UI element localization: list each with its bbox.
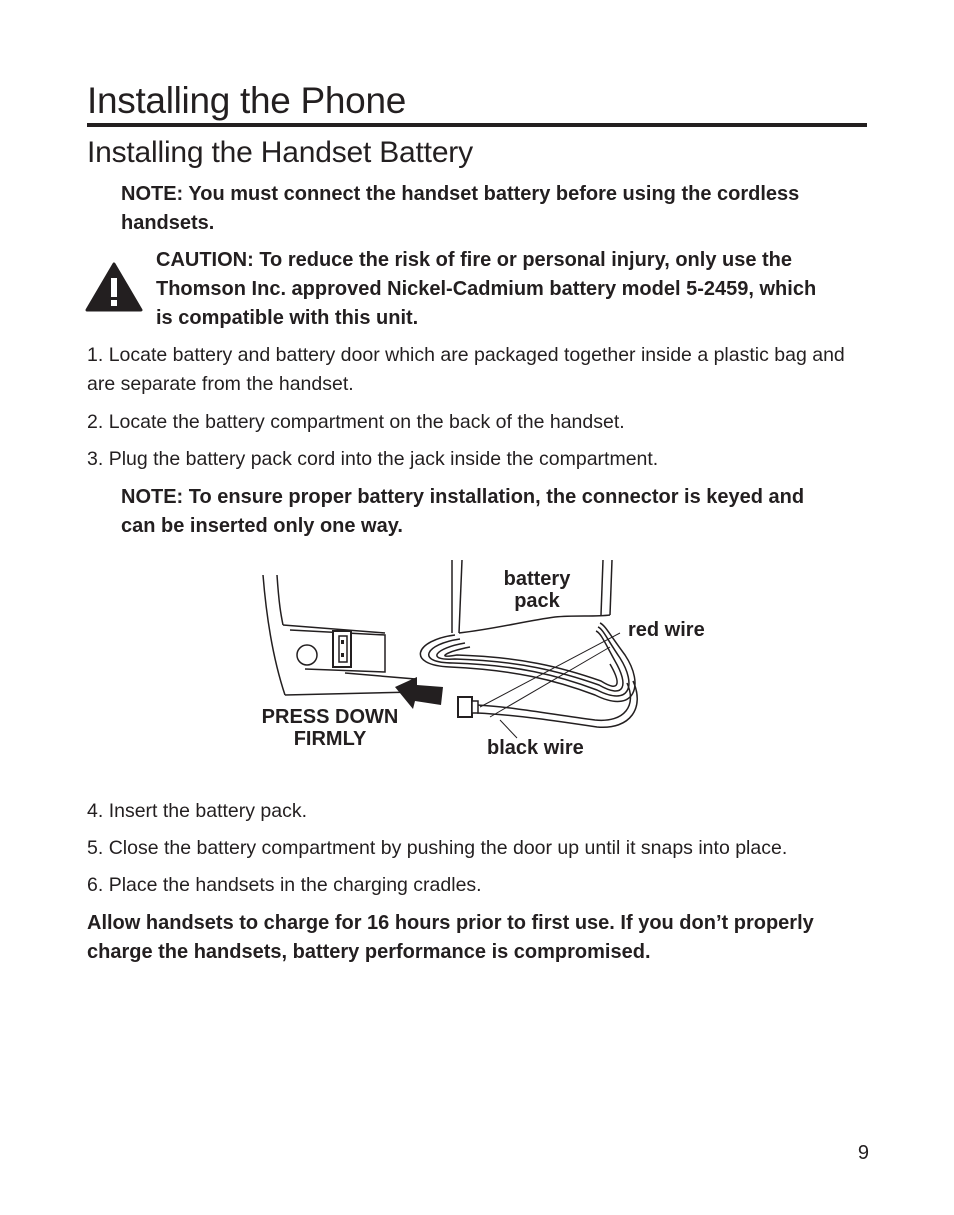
step-5 bbox=[87, 834, 867, 863]
title-rule bbox=[87, 123, 867, 127]
step-number: 2. bbox=[87, 411, 104, 433]
battery-installation-figure bbox=[255, 555, 725, 770]
battery-pack-label: battery pack bbox=[503, 568, 571, 612]
step-1 bbox=[87, 341, 867, 399]
charging-instruction: Allow handsets to charge for 16 hours prior to first use. If you don’t properly charge the handsets, battery performance is compromised. bbox=[87, 912, 814, 963]
warning-triangle-icon bbox=[85, 262, 143, 312]
note-connect-battery: NOTE: You must connect the handset battery before using the cordless handsets. bbox=[121, 183, 800, 234]
step-number: 6. bbox=[87, 874, 104, 896]
note-connector-keyed: NOTE: To ensure proper battery installation, the connector is keyed and can be inserted only one way. bbox=[121, 486, 805, 537]
step-4 bbox=[87, 797, 867, 826]
step-2 bbox=[87, 408, 867, 437]
red-wire-label: red wire bbox=[628, 619, 705, 641]
step-number: 1. bbox=[87, 344, 104, 366]
step-text: Insert the battery pack. bbox=[108, 800, 308, 822]
caution-text: CAUTION: To reduce the risk of fire or personal injury, only use the Thomson Inc. approved Nickel-Cadmium battery model 5-2459, which is compatible with this unit. bbox=[156, 249, 817, 329]
step-text: Place the handsets in the charging cradles. bbox=[108, 874, 482, 896]
step-text: Plug the battery pack cord into the jack inside the compartment. bbox=[108, 448, 659, 470]
step-number: 4. bbox=[87, 800, 104, 822]
page-number: 9 bbox=[857, 1142, 869, 1164]
step-text: Locate the battery compartment on the back of the handset. bbox=[108, 411, 625, 433]
step-number: 5. bbox=[87, 837, 104, 859]
step-3 bbox=[87, 445, 867, 474]
step-number: 3. bbox=[87, 448, 104, 470]
step-text: Locate battery and battery door which are packaged together inside a plastic bag and are separate from the handset. bbox=[87, 344, 845, 395]
step-text: Close the battery compartment by pushing the door up until it snaps into place. bbox=[108, 837, 788, 859]
black-wire-label: black wire bbox=[487, 737, 584, 759]
step-6 bbox=[87, 871, 867, 900]
page-title: Installing the Phone bbox=[87, 80, 407, 121]
section-title: Installing the Handset Battery bbox=[87, 136, 473, 169]
press-down-label: PRESS DOWN FIRMLY bbox=[261, 706, 399, 750]
